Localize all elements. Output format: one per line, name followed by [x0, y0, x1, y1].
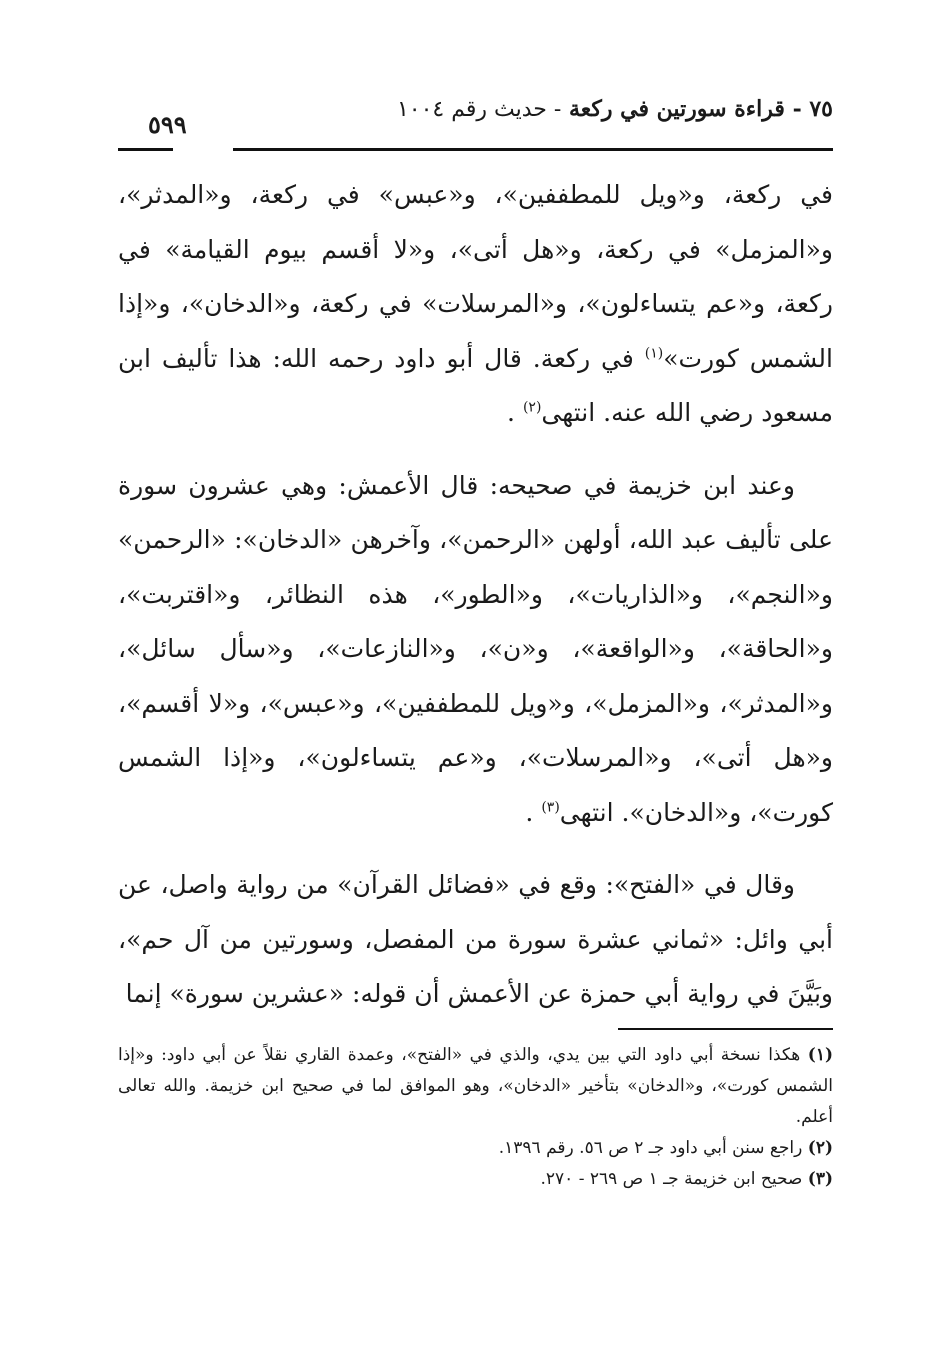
paragraph-3 — [118, 858, 833, 1022]
header-rule — [233, 148, 833, 151]
footnote-separator — [618, 1028, 833, 1030]
footnote-ref-3: (٣) — [541, 799, 560, 816]
footnotes — [118, 1040, 833, 1195]
footnote-2 — [118, 1133, 833, 1164]
footnote-3 — [118, 1164, 833, 1195]
hadith-number: - حديث رقم ١٠٠٤ — [396, 97, 562, 122]
footnote-ref-2: (٢) — [522, 399, 542, 416]
footnote-2-number: (٢) — [807, 1138, 833, 1158]
footnote-1-number: (١) — [807, 1045, 834, 1065]
footnote-3-number: (٣) — [807, 1169, 833, 1189]
running-header — [118, 96, 833, 139]
chapter-title — [397, 96, 833, 122]
footnote-3-text: صحيح ابن خزيمة جـ ١ ص ٢٦٩ - ٢٧٠. — [540, 1169, 803, 1189]
header-rule-short — [118, 148, 173, 151]
paragraph-2-end: . — [525, 797, 534, 827]
paragraph-3-text: وقال في «الفتح»: وقع في «فضائل القرآن» من رواية واصل، عن أبي وائل: «ثماني عشرة سورة من المفصل، وسورتين من آل حم»، وبَيَّنَ في رواية أبي حمزة عن الأعمش أن قوله: «عشرين سورة» إنما — [118, 870, 833, 1008]
paragraph-1-tail: في ركعة. قال أبو داود رحمه الله: هذا تأليف ابن مسعود رضي الله عنه. انتهى — [118, 343, 833, 427]
paragraph-1-end: . — [507, 398, 515, 427]
main-text — [118, 168, 833, 1022]
footnote-1 — [118, 1040, 833, 1133]
paragraph-1-text: في ركعة، و«ويل للمطففين»، و«عبس» في ركعة، و«المدثر»، و«المزمل» في ركعة، و«هل أتى»، و«لا أقسم بيوم القيامة» في ركعة، و«عم يتساءلون»، و«المرسلات» في ركعة، و«الدخان»، و«إذا الشمس كورت» — [118, 180, 833, 373]
paragraph-2-text: وعند ابن خزيمة في صحيحه: قال الأعمش: وهي عشرون سورة على تأليف عبد الله، أولهن «الرحمن»، وآخرهن «الدخان»: «الرحمن» و«النجم»، و«الذاريات»، و«الطور»، هذه النظائر، و«اقتربت»، و«الحاقة»، و«الواقعة»، و«ن»، و«النازعات»، و«سأل سائل»، و«المدثر»، و«المزمل»، و«ويل للمطففين»، و«عبس»، و«لا أقسم»، و«هل أتى»، و«المرسلات»، و«عم يتساءلون»، و«إذا الشمس كورت»، و«الدخان». انتهى — [118, 470, 833, 827]
book-page — [118, 0, 833, 1372]
paragraph-1 — [118, 168, 833, 441]
footnote-1-text: هكذا نسخة أبي داود التي بين يدي، والذي في «الفتح»، وعمدة القاري نقلاً عن أبي داود: و«إذا الشمس كورت»، و«الدخان» بتأخير «الدخان»، وهو الموافق لما في صحيح ابن خزيمة. والله تعالى أعلم. — [118, 1045, 833, 1127]
chapter-title-text: ٧٥ - قراءة سورتين في ركعة — [569, 96, 833, 122]
footnote-2-text: راجع سنن أبي داود جـ ٢ ص ٥٦. رقم ١٣٩٦. — [498, 1138, 803, 1158]
paragraph-2 — [118, 459, 833, 841]
page-number: ٥٩٩ — [148, 110, 187, 139]
footnote-ref-1: (١) — [644, 345, 664, 362]
